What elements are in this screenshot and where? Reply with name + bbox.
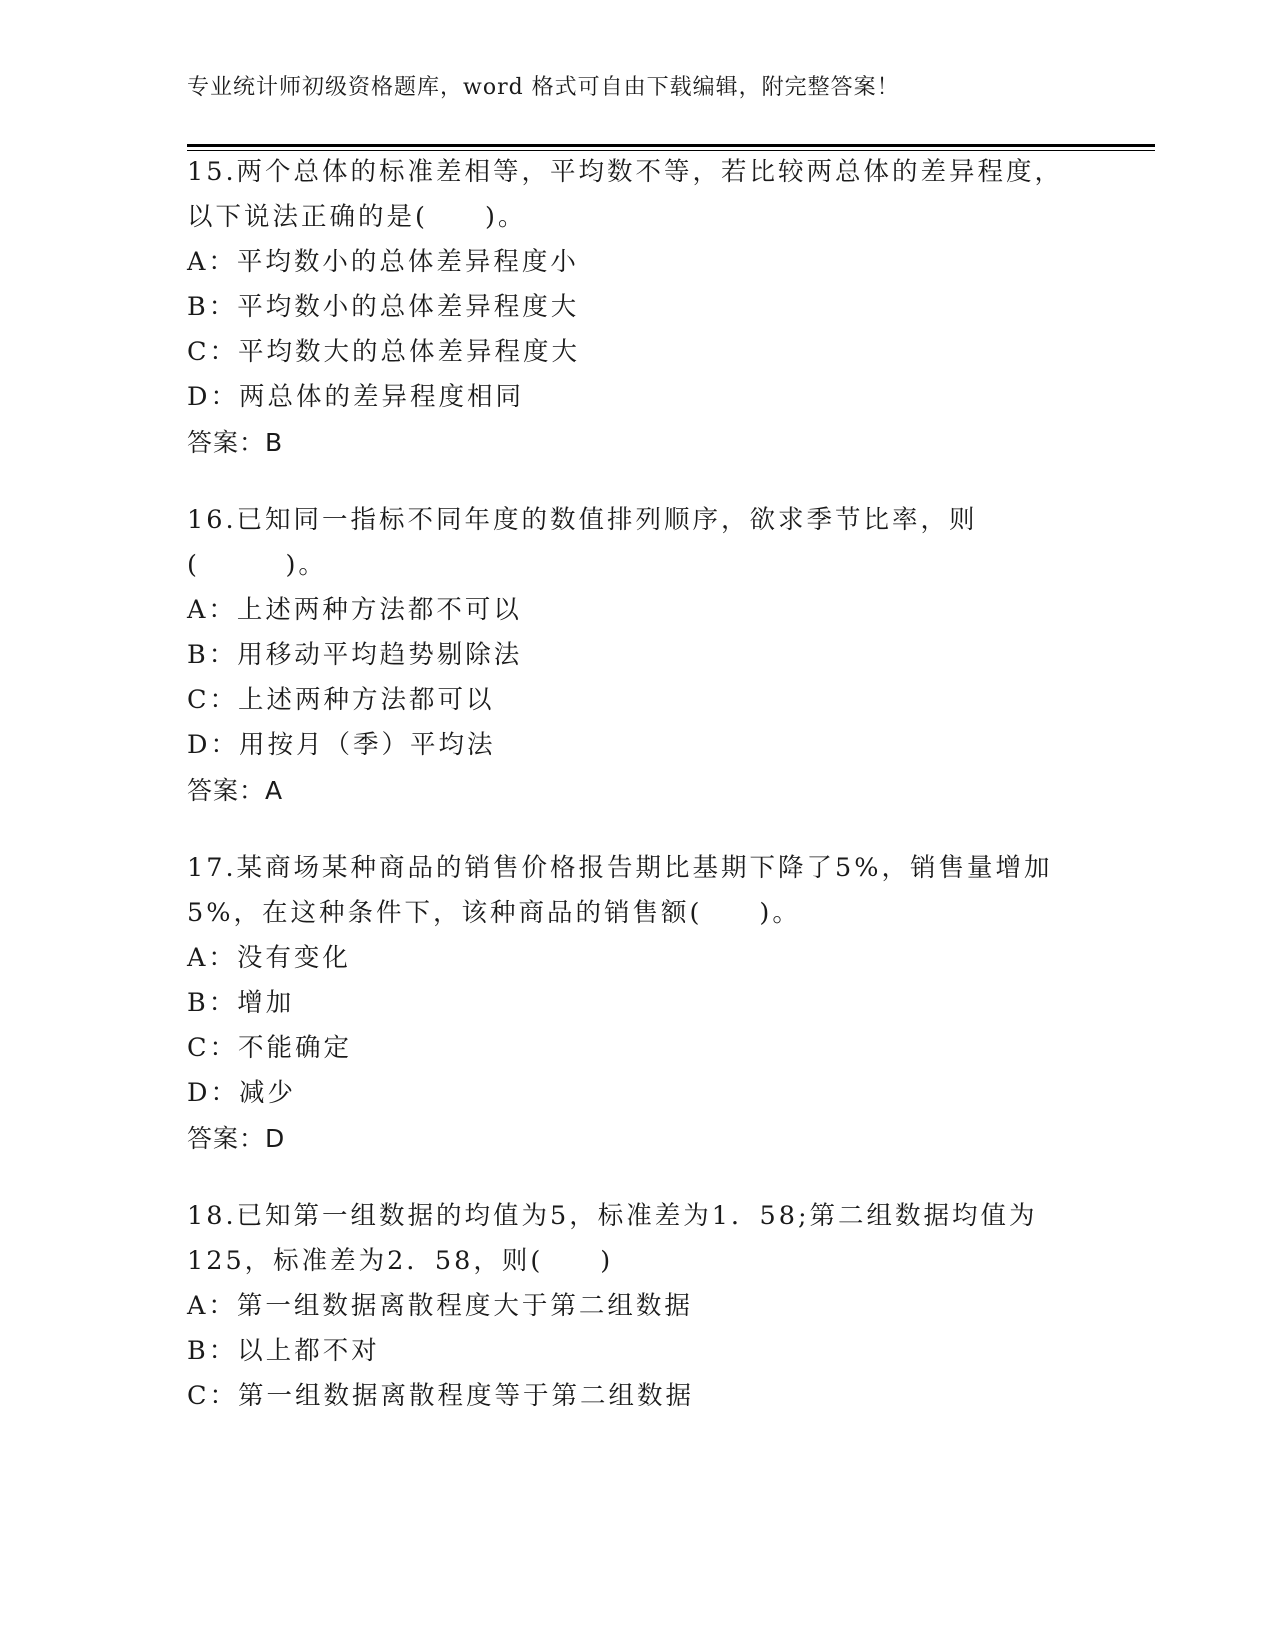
option-c: C：平均数大的总体差异程度大 xyxy=(187,337,581,367)
answer-value: B xyxy=(265,428,284,457)
answer-line xyxy=(187,1116,1087,1161)
question-text: 16.已知同一指标不同年度的数值排列顺序，欲求季节比率，则( )。 xyxy=(187,505,978,580)
option-a: A：上述两种方法都不可以 xyxy=(187,595,522,625)
answer-label: 答案： xyxy=(187,428,266,457)
option-d: D：减少 xyxy=(187,1078,296,1108)
option-a: A：没有变化 xyxy=(187,943,351,973)
answer-label: 答案： xyxy=(187,776,266,805)
answer-value: A xyxy=(265,776,284,805)
option-b: B：增加 xyxy=(187,988,295,1018)
option-c: C：不能确定 xyxy=(187,1033,353,1063)
question-16 xyxy=(187,498,1087,813)
option-c: C：第一组数据离散程度等于第二组数据 xyxy=(187,1381,695,1411)
answer-line xyxy=(187,420,1087,465)
option-b: B：用移动平均趋势剔除法 xyxy=(187,640,523,670)
question-text: 15.两个总体的标准差相等，平均数不等，若比较两总体的差异程度，以下说法正确的是( )。 xyxy=(187,157,1064,232)
option-d: D：两总体的差异程度相同 xyxy=(187,382,524,412)
option-a: A：平均数小的总体差异程度小 xyxy=(187,247,579,277)
option-b: B：平均数小的总体差异程度大 xyxy=(187,292,580,322)
question-18 xyxy=(187,1194,1087,1419)
answer-value: D xyxy=(265,1124,286,1153)
page-header: 专业统计师初级资格题库，word 格式可自由下载编辑，附完整答案！ xyxy=(187,75,900,100)
answer-label: 答案： xyxy=(187,1124,266,1153)
option-a: A：第一组数据离散程度大于第二组数据 xyxy=(187,1291,693,1321)
question-17 xyxy=(187,846,1087,1161)
answer-line xyxy=(187,768,1087,813)
question-text: 18.已知第一组数据的均值为5，标准差为1．58;第二组数据均值为125，标准差为2．58，则( ) xyxy=(187,1201,1038,1276)
option-d: D：用按月（季）平均法 xyxy=(187,730,496,760)
option-b: B：以上都不对 xyxy=(187,1336,380,1366)
option-c: C：上述两种方法都可以 xyxy=(187,685,495,715)
question-15 xyxy=(187,150,1087,465)
question-text: 17.某商场某种商品的销售价格报告期比基期下降了5%，销售量增加5%，在这种条件下，该种商品的销售额( )。 xyxy=(187,853,1053,928)
